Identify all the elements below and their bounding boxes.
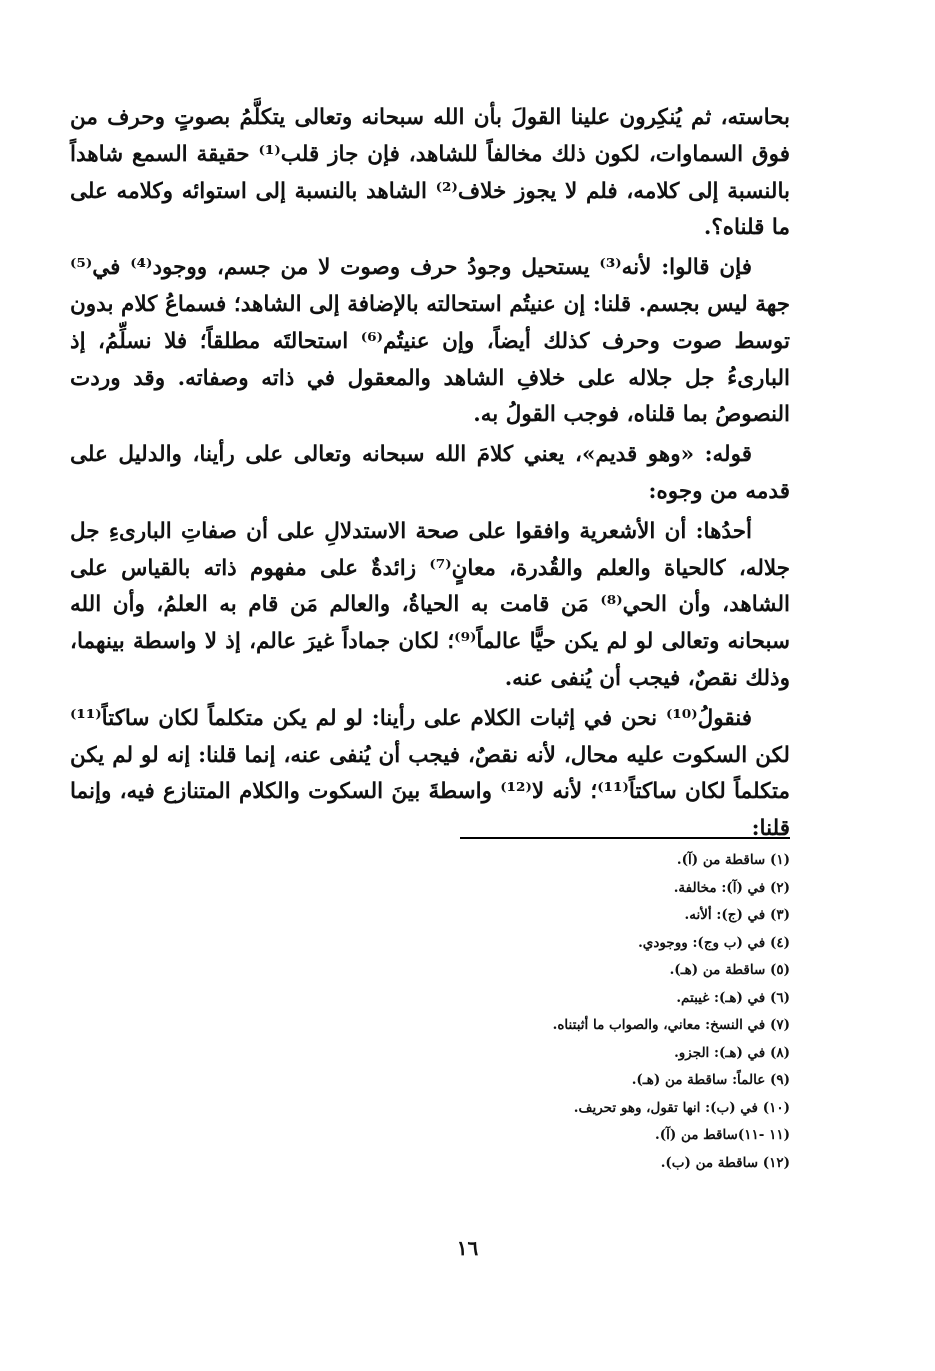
footnote-11: (١١ -١١)ساقط من (آ). xyxy=(655,1127,790,1143)
footnote-divider xyxy=(460,837,790,839)
footnote-8: (٨) في (هـ): الجزو. xyxy=(674,1044,790,1061)
footnote-7: (٧) في النسخ: معاني، والصواب ما أثبتناه. xyxy=(552,1017,790,1033)
paragraph-2: فإن قالوا: لأنه⁽³⁾ يستحيل وجودُ حرف وصوت لا من جسم، ووجود⁽⁴⁾ في⁽⁵⁾ جهة ليس بجسم. قلنا: إن عنيتُم استحالته بالإضافة إلى الشاهد؛ فسماعُ كلام بدون توسط صوت وحرف كذلك أيضاً، وإن عنيتُم⁽⁶⁾ استحالتَه مطلقاً؛ فلا نسلِّمُ، إذ البارىءُ جل جلاله على خلافِ الشاهد والمعقول في ذاته وصفاته. وقد وردت النصوصُ بما قلناه، فوجب القولُ به. xyxy=(70,255,790,428)
footnote-3: (٣) في (ج): ألأنه. xyxy=(684,907,790,923)
footnote-4: (٤) في (ب وج): ووجودي. xyxy=(638,934,790,951)
main-text xyxy=(70,100,790,848)
footnote-12: (١٢) ساقطة من (ب). xyxy=(660,1154,790,1171)
footnote-1: (١) ساقطة من (آ). xyxy=(676,852,790,868)
footnote-10: (١٠) في (ب): انها تقول، وهو تحريف. xyxy=(573,1099,790,1116)
paragraph-1: بحاسته، ثم يُنكِرون علينا القولَ بأن الله سبحانه وتعالى يتكلَّمُ بصوتٍ وحرف من فوق السماوات، لكون ذلك مخالفاً للشاهد، فإن جاز قلب⁽¹⁾ حقيقة السمع شاهداً بالنسبة إلى كلامه، فلم لا يجوز خلاف⁽²⁾ الشاهد بالنسبة إلى استوائه وكلامه على ما قلناه؟. xyxy=(70,105,791,241)
paragraph-4: أحدُها: أن الأشعرية وافقوا على صحة الاستدلالِ على أن صفاتِ البارىءِ جل جلاله، كالحياة والعلم والقُدرة، معانٍ⁽⁷⁾ زائدةٌ على مفهوم ذاته بالقياس على الشاهد، وأن الحي⁽⁸⁾ مَن قامت به الحياةُ، والعالم مَن قام به العلمُ، وأن الله سبحانه وتعالى لو لم يكن حيًّا عالماً⁽⁹⁾؛ لكان جماداً غيرَ عالم، إذ لا واسطة بينهما، وذلك نقصٌ، فيجب أن يُنفى عنه. xyxy=(70,518,790,691)
footnote-2: (٢) في (آ): مخالفة. xyxy=(673,879,790,896)
footnote-5: (٥) ساقطة من (هـ). xyxy=(669,962,790,978)
paragraph-3: قوله: «وهو قديم»، يعني كلامَ الله سبحانه وتعالى على رأينا، والدليل على قدمه من وجوه: xyxy=(70,442,790,504)
page-number: ١٦ xyxy=(456,1236,479,1260)
footnotes xyxy=(290,847,790,1177)
footnote-6: (٦) في (هـ): غيبتم. xyxy=(676,989,790,1006)
paragraph-5: فنقولُ⁽¹⁰⁾ نحن في إثبات الكلام على رأينا: لو لم يكن متكلماً لكان ساكتاً⁽¹¹⁾ لكن السكوت عليه محال، لأنه نقصٌ، فيجب أن يُنفى عنه، إنما قلنا: إنه لو لم يكن متكلماً لكان ساكتاً⁽¹¹⁾؛ لأنه لا⁽¹²⁾ واسطةَ بينَ السكوت والكلام المتنازع فيه، وإنما قلنا: xyxy=(70,705,791,842)
footnote-9: (٩) عالماً: ساقطة من (هـ). xyxy=(631,1072,790,1088)
